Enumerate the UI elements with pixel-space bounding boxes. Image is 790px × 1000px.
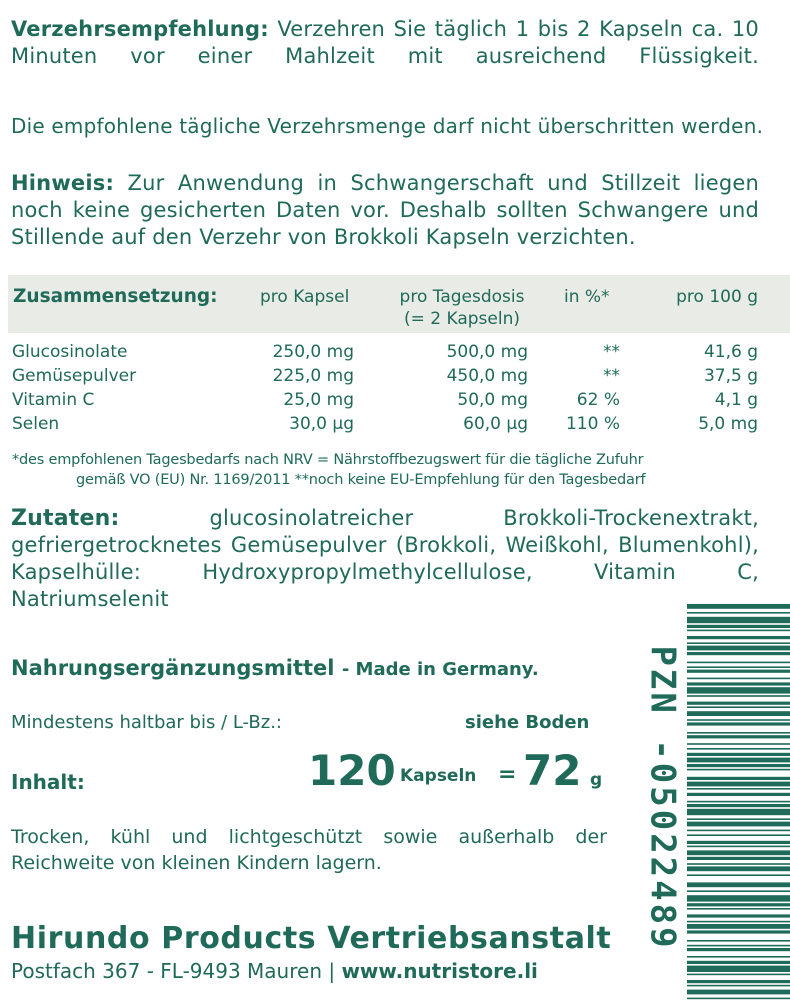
row-per-100g: 41,6 g [703,342,758,362]
table-row [0,364,790,388]
barcode-bar [687,834,790,836]
row-per-dose: 60,0 µg [463,414,528,434]
ingredients-text: glucosinolatreicher Brokkoli-Trockenextrakt, gefriergetrocknetes Gemüsepulver (Brokkoli, Weißkohl, Blumenkohl), Kapselhülle: Hydroxypropylmethylcellulose, Vitamin C, Natriumselenit [11,506,759,611]
barcode-bar [687,809,790,815]
ingredients-heading: Zutaten: [11,506,120,531]
made-in: - Made in Germany. [341,659,539,680]
best-before-label: Mindestens haltbar bis / L-Bz.: [11,712,282,733]
barcode-bar [687,866,790,871]
address-line [11,958,538,984]
col-per-dose-line1: pro Tagesdosis [399,287,525,307]
barcode-bar [687,719,790,721]
barcode-bar [687,908,790,910]
barcode-bar [687,625,790,628]
contents-count-unit: Kapseln [400,766,477,786]
barcode-bar [687,890,790,892]
row-per-capsule: 25,0 mg [283,390,354,410]
barcode-bar [687,678,790,680]
product-type-line [11,655,539,683]
barcode-bar [687,850,790,855]
barcode-bar [687,804,790,807]
barcode-bar [687,662,790,664]
row-per-dose: 500,0 mg [446,342,528,362]
barcode-bar [687,769,790,771]
barcode-bar [687,706,790,708]
contents-count: 120 [308,746,396,795]
barcode-bar [687,695,790,697]
table-row [0,412,790,436]
barcode-bar [687,642,790,644]
barcode-bar [687,758,790,763]
barcode-bar [687,948,790,951]
col-per-100g: pro 100 g [676,287,758,307]
col-per-capsule: pro Kapsel [260,287,350,307]
row-name: Gemüsepulver [12,366,137,386]
barcode-bar [687,966,790,972]
best-before-value: siehe Boden [465,712,590,733]
barcode-bar [687,990,790,995]
barcode-bar [687,604,790,609]
barcode-bar [687,974,790,976]
row-per-capsule: 30,0 µg [289,414,354,434]
barcode-bar [687,857,790,860]
barcode-bar [687,636,790,639]
notice-text: Zur Anwendung in Schwangerschaft und Stillzeit liegen noch keine gesicherten Daten vor. Deshalb sollten Schwangere und Stillende auf den Verzehr von Brokkoli Kapseln verzichten. [11,171,759,249]
barcode-bar [687,748,790,750]
row-name: Selen [12,414,60,434]
row-percent: ** [603,366,620,386]
notice-heading: Hinweis: [11,171,115,195]
row-percent: 62 % [576,390,620,410]
barcode-bar [687,711,790,716]
barcode-bar [687,985,790,987]
col-per-dose [392,286,532,330]
barcode-bar [687,930,790,933]
row-percent: 110 % [565,414,620,434]
barcode-bar [687,646,790,651]
row-per-100g: 4,1 g [714,390,758,410]
barcode-bar [687,914,790,917]
row-per-capsule: 225,0 mg [272,366,354,386]
ingredients-paragraph [11,505,759,613]
dosage-heading: Verzehrsempfehlung: [11,17,269,41]
barcode-bar [687,735,790,738]
address: Postfach 367 - FL-9493 Mauren | [11,959,336,983]
product-type: Nahrungsergänzungsmittel [11,656,335,680]
barcode-bar [687,895,790,901]
barcode-bar [687,945,790,947]
barcode-bar [687,921,790,923]
row-percent: ** [603,342,620,362]
barcode-bar [687,630,790,632]
barcode-bar [687,743,790,745]
dosage-paragraph [11,16,759,70]
barcode-bar [687,940,790,942]
barcode-bar [687,980,790,983]
barcode-bar [687,956,790,958]
row-per-dose: 50,0 mg [457,390,528,410]
barcode-bar [687,722,790,725]
barcode-bar [687,687,790,693]
barcode-bar [687,846,790,848]
composition-footnote-2: gemäß VO (EU) Nr. 1169/2011 **noch keine EU-Empfehlung für den Tagesbedarf [76,472,646,488]
barcode-bar [687,612,790,614]
barcode-bar [687,822,790,827]
notice-paragraph [11,170,759,251]
table-row [0,388,790,412]
storage-note: Trocken, kühl und lichtgeschützt sowie außerhalb der Reichweite von kleinen Kindern lagern. [11,826,607,874]
row-per-dose: 450,0 mg [446,366,528,386]
barcode-bar [687,666,790,668]
barcode-bar [687,732,790,734]
composition-table-header [8,275,790,333]
barcode-bar [687,753,790,756]
table-row [0,340,790,364]
barcode-bar [687,874,790,876]
barcode-bar [687,863,790,865]
barcode-bar [687,841,790,844]
barcode-bar [687,788,790,790]
row-per-100g: 37,5 g [703,366,758,386]
barcode-bar [687,777,790,780]
dosage-text: Verzehren Sie täglich 1 bis 2 Kapseln ca. 10 Minuten vor einer Mahlzeit mit ausreichend Flüssigkeit. [11,17,759,68]
barcode-bar [687,682,790,685]
col-percent: in %* [564,287,610,307]
row-per-capsule: 250,0 mg [272,342,354,362]
barcode-bar [687,652,790,655]
barcode-bar [687,782,790,787]
composition-table-body [0,340,790,440]
barcode-bar [687,998,790,1000]
composition-title: Zusammensetzung: [13,286,218,307]
barcode-bar [687,801,790,803]
contents-label: Inhalt: [11,770,85,794]
barcode-bar [687,702,790,705]
barcode-bar [687,818,790,820]
barcode-bar [687,670,790,673]
limit-note: Die empfohlene tägliche Verzehrsmenge darf nicht überschritten werden. [11,114,764,138]
contents-weight: 72 [523,746,582,795]
row-name: Vitamin C [12,390,95,410]
composition-footnote-1: *des empfohlenen Tagesbedarfs nach NRV = Nährstoffbezugswert für die tägliche Zufuhr [12,452,644,468]
contents-equals: = [498,762,517,787]
company-name: Hirundo Products Vertriebsanstalt [11,921,612,956]
col-per-dose-line2: (= 2 Kapseln) [403,309,520,329]
barcode-bar [687,764,790,767]
barcode-bar [687,903,790,906]
contents-weight-unit: g [590,770,603,790]
barcode-bar [687,617,790,623]
pzn-text: PZN -05022489 [643,645,684,951]
row-per-100g: 5,0 mg [698,414,758,434]
barcode-bar [687,882,790,887]
website-link[interactable]: www.nutristore.li [341,959,538,983]
row-name: Glucosinolate [12,342,128,362]
barcode-bar [687,924,790,929]
barcode-bar [687,793,790,796]
barcode-bar [687,830,790,832]
barcode-icon [687,600,790,1000]
barcode-bar [687,961,790,964]
